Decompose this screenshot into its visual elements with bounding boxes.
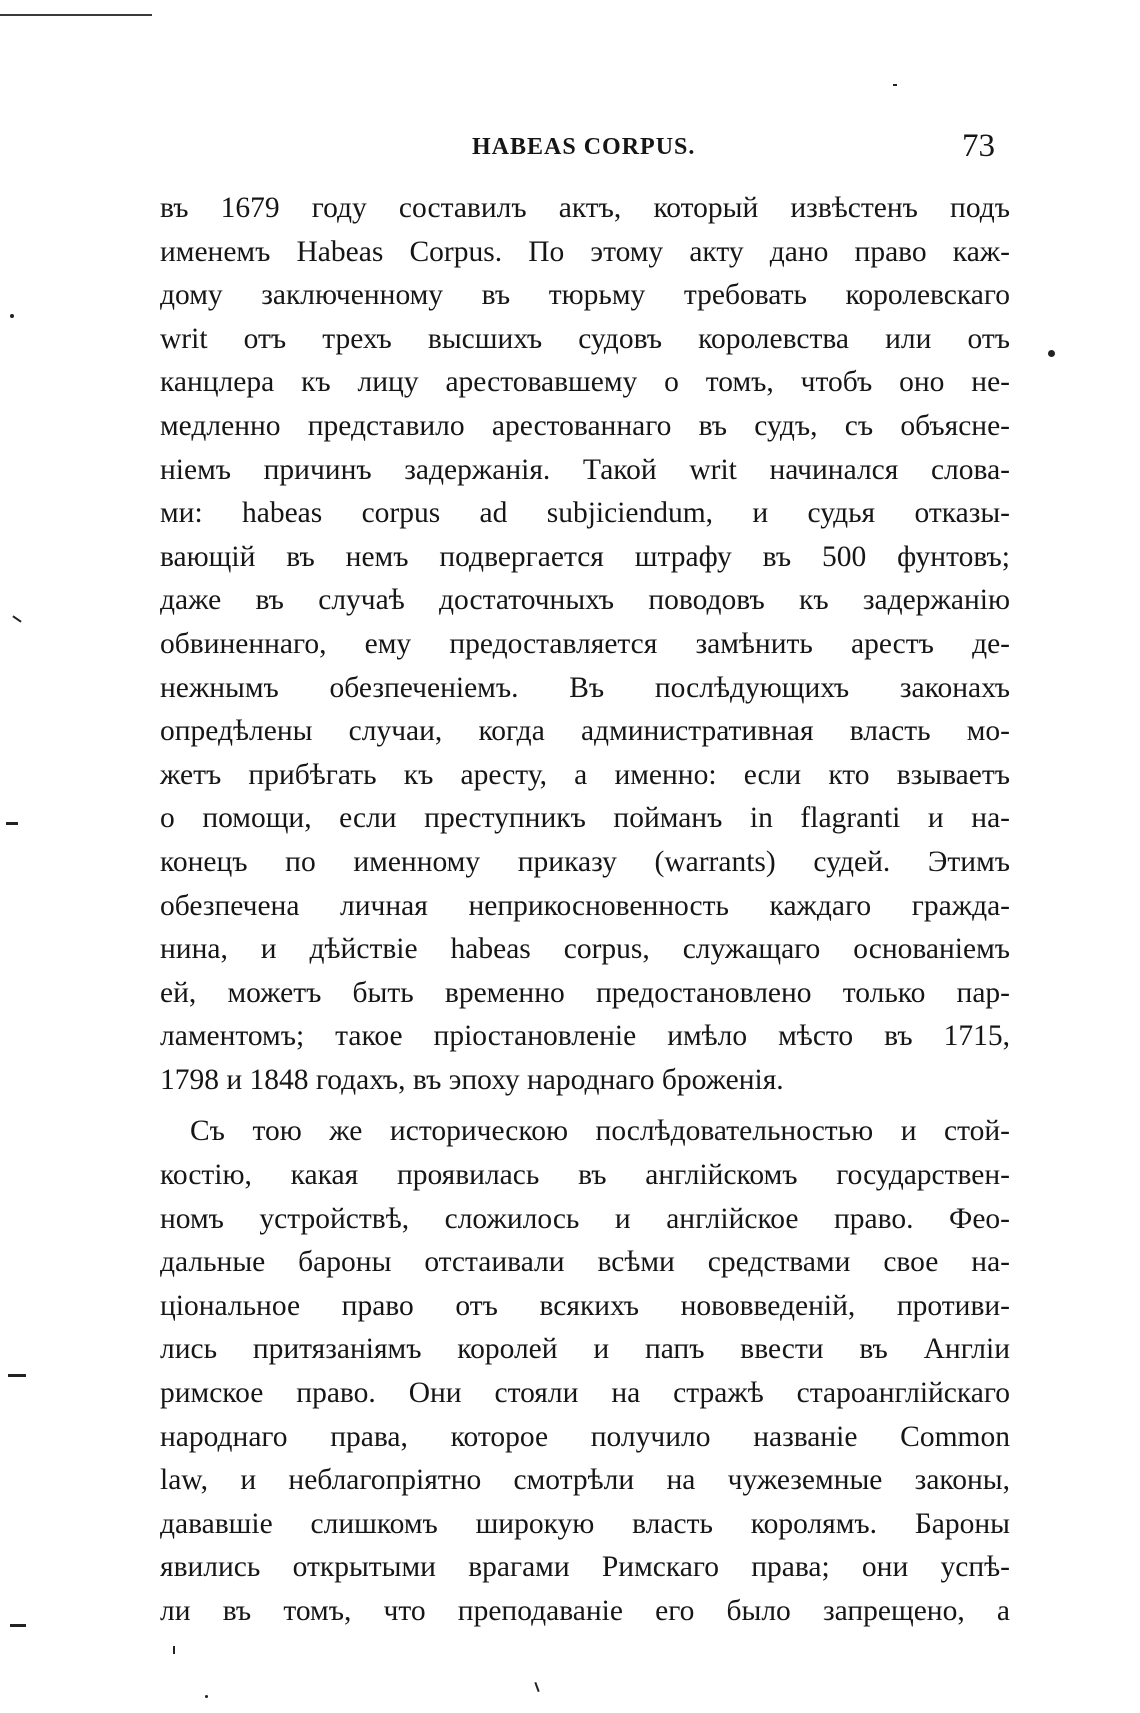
page-number: 73	[962, 128, 995, 164]
text-line: явились открытыми врагами Римскаго права; они успѣ-	[160, 1551, 1010, 1584]
text-line: writ отъ трехъ высшихъ судовъ королевства или отъ	[160, 322, 1010, 355]
text-line: ми: habeas corpus ad subjiciendum, и судья отказы-	[160, 497, 1010, 530]
text-line: ніемъ причинъ задержанія. Такой writ начинался слова-	[160, 453, 1010, 486]
text-line: костію, какая проявилась въ англійскомъ государствен-	[160, 1159, 1010, 1192]
running-head	[0, 128, 1140, 168]
scan-speck	[1048, 350, 1055, 357]
text-line: ціональное право отъ всякихъ нововведеній, противи-	[160, 1289, 1010, 1322]
scan-speck	[8, 1374, 26, 1377]
text-line: дальные бароны отстаивали всѣми средствами свое на-	[160, 1246, 1010, 1279]
text-line: law, и неблагопріятно смотрѣли на чужеземные законы,	[160, 1464, 1010, 1497]
text-line: народнаго права, которое получило названіе Common	[160, 1420, 1010, 1453]
text-line: въ 1679 году составилъ актъ, который извѣстенъ подъ	[160, 192, 1010, 224]
scan-speck	[534, 1682, 539, 1692]
text-line: нежнымъ обезпеченіемъ. Въ послѣдующихъ законахъ	[160, 671, 1010, 704]
scan-speck	[10, 1624, 26, 1627]
text-line: римское право. Они стояли на стражѣ староанглійскаго	[160, 1377, 1010, 1410]
text-line: опредѣлены случаи, когда административная власть мо-	[160, 715, 1010, 748]
text-line: дому заключенному въ тюрьму требовать королевскаго	[160, 279, 1010, 312]
body-text	[160, 187, 1010, 1634]
running-title: HABEAS CORPUS.	[472, 134, 696, 160]
scan-speck	[205, 1695, 208, 1698]
paragraph-2	[160, 1110, 1010, 1633]
text-line: ли въ томъ, что преподаваніе его было запрещено, а	[160, 1595, 1010, 1627]
scan-speck	[173, 1646, 175, 1654]
text-line: жетъ прибѣгать къ аресту, а именно: если кто взываетъ	[160, 758, 1010, 791]
text-line: обвиненнаго, ему предоставляется замѣнить арестъ де-	[160, 627, 1010, 660]
text-line: обезпечена личная неприкосновенность каждаго гражда-	[160, 889, 1010, 922]
text-line: номъ устройствѣ, сложилось и англійское право. Фео-	[160, 1202, 1010, 1235]
text-line: ей, можетъ быть временно предостановлено только пар-	[160, 976, 1010, 1009]
text-line: о помощи, если преступникъ пойманъ in flagranti и на-	[160, 802, 1010, 835]
text-line: 1798 и 1848 годахъ, въ эпоху народнаго броженія.	[160, 1063, 784, 1096]
top-edge-rule	[0, 14, 152, 16]
text-line: ламентомъ; такое пріостановленіе имѣло мѣсто въ 1715,	[160, 1020, 1010, 1053]
scan-speck	[12, 615, 21, 622]
text-line: медленно представило арестованнаго въ судъ, съ объясне-	[160, 409, 1010, 442]
text-line: конецъ по именному приказу (warrants) судей. Этимъ	[160, 845, 1010, 878]
text-line: именемъ Habeas Corpus. По этому акту дано право каж-	[160, 235, 1010, 268]
scan-speck	[893, 84, 897, 86]
text-line: лись притязаніямъ королей и папъ ввести въ Англіи	[160, 1333, 1010, 1366]
scan-speck	[10, 314, 14, 318]
text-line: нина, и дѣйствіе habeas corpus, служащаго основаніемъ	[160, 933, 1010, 966]
text-line: даже въ случаѣ достаточныхъ поводовъ къ задержанію	[160, 584, 1010, 617]
text-line: Съ тою же историческою послѣдовательностью и стой-	[190, 1115, 1010, 1148]
text-line: канцлера къ лицу арестовавшему о томъ, чтобъ оно не-	[160, 366, 1010, 399]
paragraph-1	[160, 187, 1010, 1102]
scan-speck	[6, 822, 18, 825]
text-line: дававшіе слишкомъ широкую власть королямъ. Бароны	[160, 1507, 1010, 1540]
text-line: вающій въ немъ подвергается штрафу въ 500 фунтовъ;	[160, 540, 1010, 573]
